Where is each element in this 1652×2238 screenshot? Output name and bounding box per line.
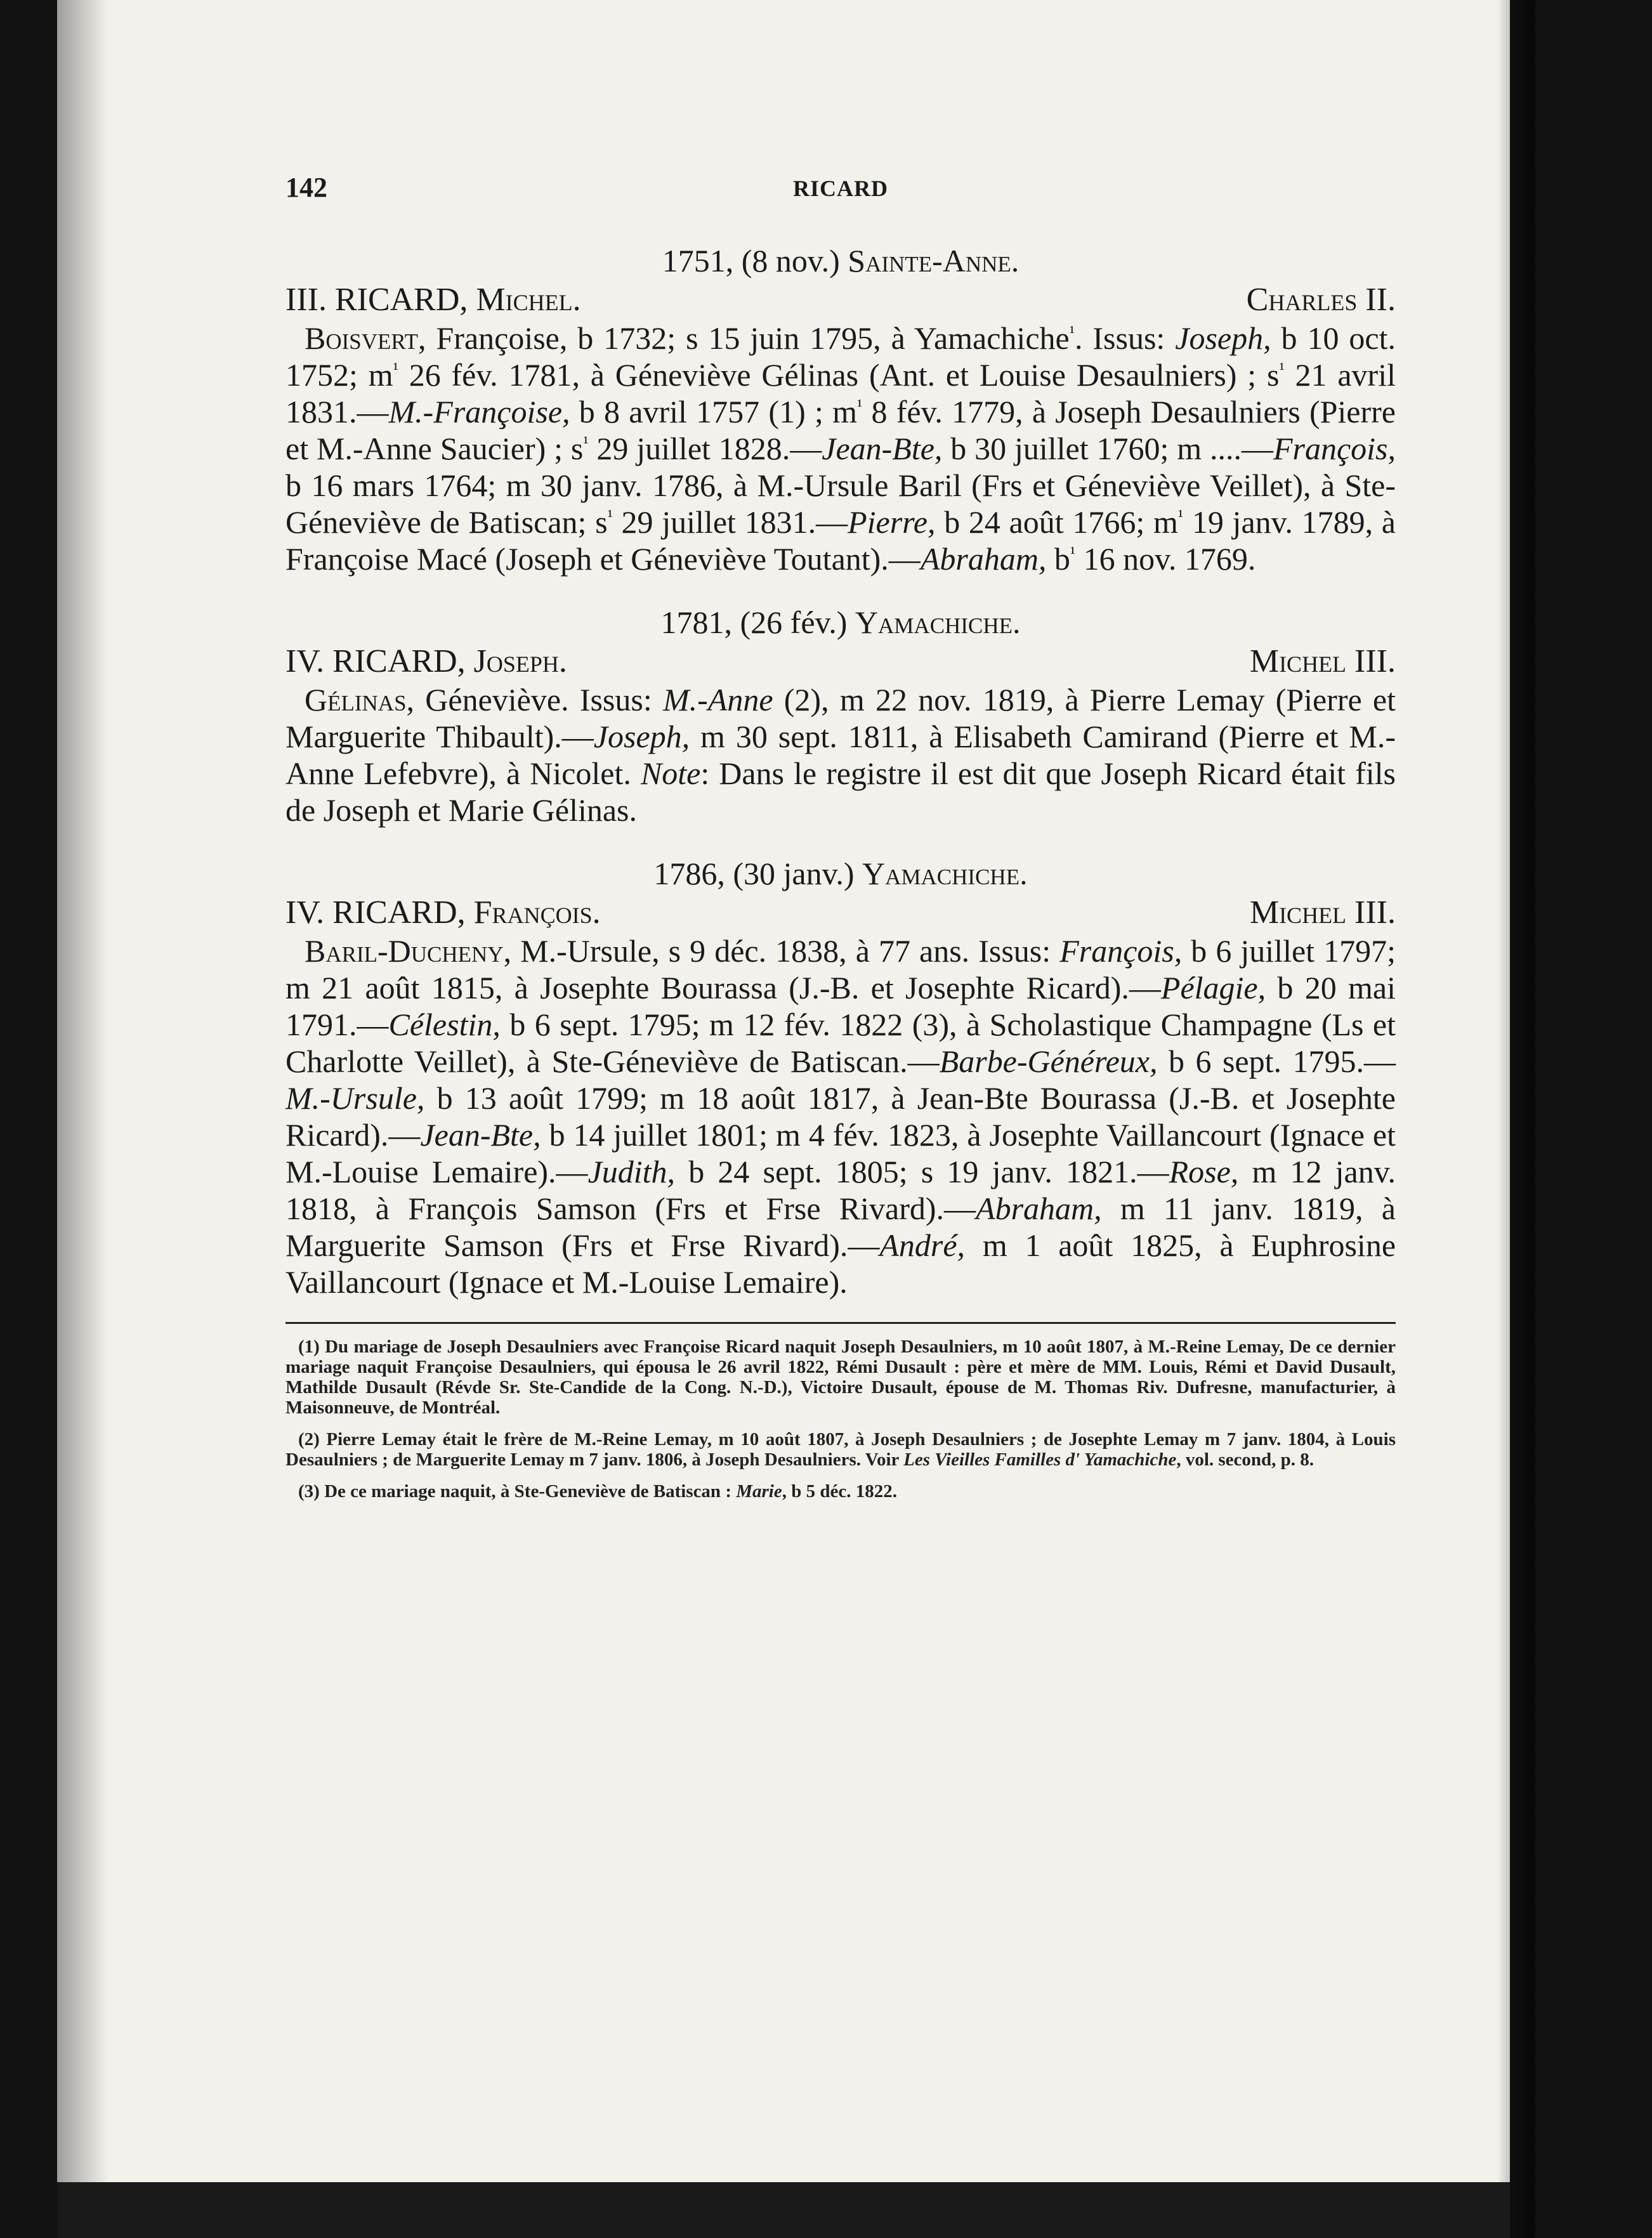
spouse-name: Baril-Ducheny, (305, 933, 512, 969)
place-text: Sainte-Anne. (848, 243, 1019, 278)
page-content (285, 171, 1396, 1513)
scan-border (57, 2182, 1510, 2238)
entry-body (285, 932, 1396, 1300)
entry-body (285, 320, 1396, 577)
entry-body (285, 681, 1396, 828)
entry-3 (285, 854, 1396, 1300)
binding-shadow (57, 0, 108, 2238)
page-header (285, 171, 1396, 216)
entry-paragraph: M.-Ursule, s 9 déc. 1838, à 77 ans. Issus: François, b 6 juillet 1797; m 21 août 1815, à Josephte Bourassa (J.-B. et Josephte Ricard).—Pélagie, b 20 mai 1791.—Célestin, b 6 sept. 1795; m 12 fév. 1822 (3), à Scholastique Champagne (Ls et Charlotte Veillet), à Ste-Géneviève de Batiscan.—Barbe-Généreux, b 6 sept. 1795.—M.-Ursule, b 13 août 1799; m 18 août 1817, à Jean-Bte Bourassa (J.-B. et Josephte Ricard).—Jean-Bte, b 14 juillet 1801; m 4 fév. 1823, à Josephte Vaillancourt (Ignace et M.-Louise Lemaire).—Judith, b 24 sept. 1805; s 19 janv. 1821.—Rose, m 12 janv. 1818, à François Samson (Frs et Frse Rivard).—Abraham, m 11 janv. 1819, à Marguerite Samson (Frs et Frse Rivard).—André, m 1 août 1825, à Euphrosine Vaillancourt (Ignace et M.-Louise Lemaire). (285, 933, 1396, 1300)
footnotes (285, 1337, 1396, 1502)
footnote-divider (285, 1322, 1396, 1324)
entry-heading (285, 642, 1396, 681)
date-text: 1751, (8 nov.) (662, 243, 840, 278)
entry-father: Michel III. (1249, 643, 1396, 679)
place-text: Yamachiche. (862, 856, 1028, 891)
page-edge (1497, 0, 1535, 2238)
footnote-3: (3) De ce mariage naquit, à Ste-Geneviève de Batiscan : Marie, b 5 déc. 1822. (298, 1481, 897, 1502)
entry-1 (285, 241, 1396, 577)
entry-given-name: Michel. (476, 282, 581, 318)
footnote-1: (1) Du mariage de Joseph Desaulniers avec Françoise Ricard naquit Joseph Desaulniers, m 10 août 1807, à M.-Reine Lemay, De ce dernier mariage naquit Françoise Desaulniers, qui épousa le 26 avril 1822, Rémi Dusault : père et mère de MM. Louis, Rémi et David Dusault, Mathilde Dusault (Révde Sr. Ste-Candide de la Cong. N.-D.), Victoire Dusault, épouse de M. Thomas Riv. Dufresne, manufacturier, à Maisonneuve, de Montréal. (285, 1337, 1396, 1418)
place-text: Yamachiche. (855, 605, 1021, 640)
entry-name: IV. RICARD, (285, 894, 466, 931)
spouse-name: Boisvert, (305, 320, 426, 356)
marriage-date (285, 854, 1396, 893)
entry-father: Michel III. (1249, 894, 1396, 931)
entry-paragraph: Géneviève. Issus: M.-Anne (2), m 22 nov. 1819, à Pierre Lemay (Pierre et Marguerite Thibault).—Joseph, m 30 sept. 1811, à Elisabeth Camirand (Pierre et M.-Anne Lefebvre), à Nicolet. Note: Dans le registre il est dit que Joseph Ricard était fils de Joseph et Marie Gélinas. (285, 682, 1396, 828)
footnote-2: (2) Pierre Lemay était le frère de M.-Reine Lemay, m 10 août 1807, à Joseph Desaulniers ; de Josephte Lemay m 7 janv. 1804, à Louis Desaulniers ; de Marguerite Lemay m 7 janv. 1806, à Joseph Desaulniers. Voir Les Vieilles Familles d' Yamachiche, vol. second, p. 8. (285, 1429, 1396, 1470)
entry-heading (285, 893, 1396, 932)
marriage-date (285, 241, 1396, 280)
entry-given-name: Joseph. (473, 643, 567, 679)
spouse-name: Gélinas, (305, 682, 415, 717)
entry-name: III. RICARD, (285, 282, 468, 318)
entry-2 (285, 603, 1396, 828)
date-text: 1786, (30 janv.) (653, 856, 855, 891)
entry-name: IV. RICARD, (285, 643, 466, 679)
entry-given-name: François. (473, 894, 601, 931)
date-text: 1781, (26 fév.) (660, 605, 848, 640)
running-head: RICARD (793, 176, 888, 201)
entry-father: Charles II. (1246, 282, 1396, 318)
entry-heading (285, 280, 1396, 320)
marriage-date (285, 603, 1396, 642)
entry-paragraph: Françoise, b 1732; s 15 juin 1795, à Yamachiche$^{^1}$. Issus: Joseph, b 10 oct. 1752; $m^{^1}$ 26 fév. 1781, à Géneviève Gélinas (Ant. et Louise Desaulniers) ; $s^{^1}$ 21 avril 1831.—M.-Françoise, b 8 avril 1757 (1) ; $m^{^1}$ 8 fév. 1779, à Joseph Desaulniers (Pierre et M.-Anne Saucier) ; $s^{^1}$ 29 juillet 1828.—Jean-Bte, b 30 juillet 1760; m ....—François, b 16 mars 1764; m 30 janv. 1786, à M.-Ursule Baril (Frs et Géneviève Veillet), à Ste-Géneviève de Batiscan; $s^{^1}$ 29 juillet 1831.—Pierre, b 24 août 1766; $m^{^1}$ 19 janv. 1789, à Françoise Macé (Joseph et Géneviève Toutant).—Abraham, $b^{^1}$ 16 nov. 1769. (285, 320, 1396, 577)
page-number: 142 (285, 172, 327, 203)
